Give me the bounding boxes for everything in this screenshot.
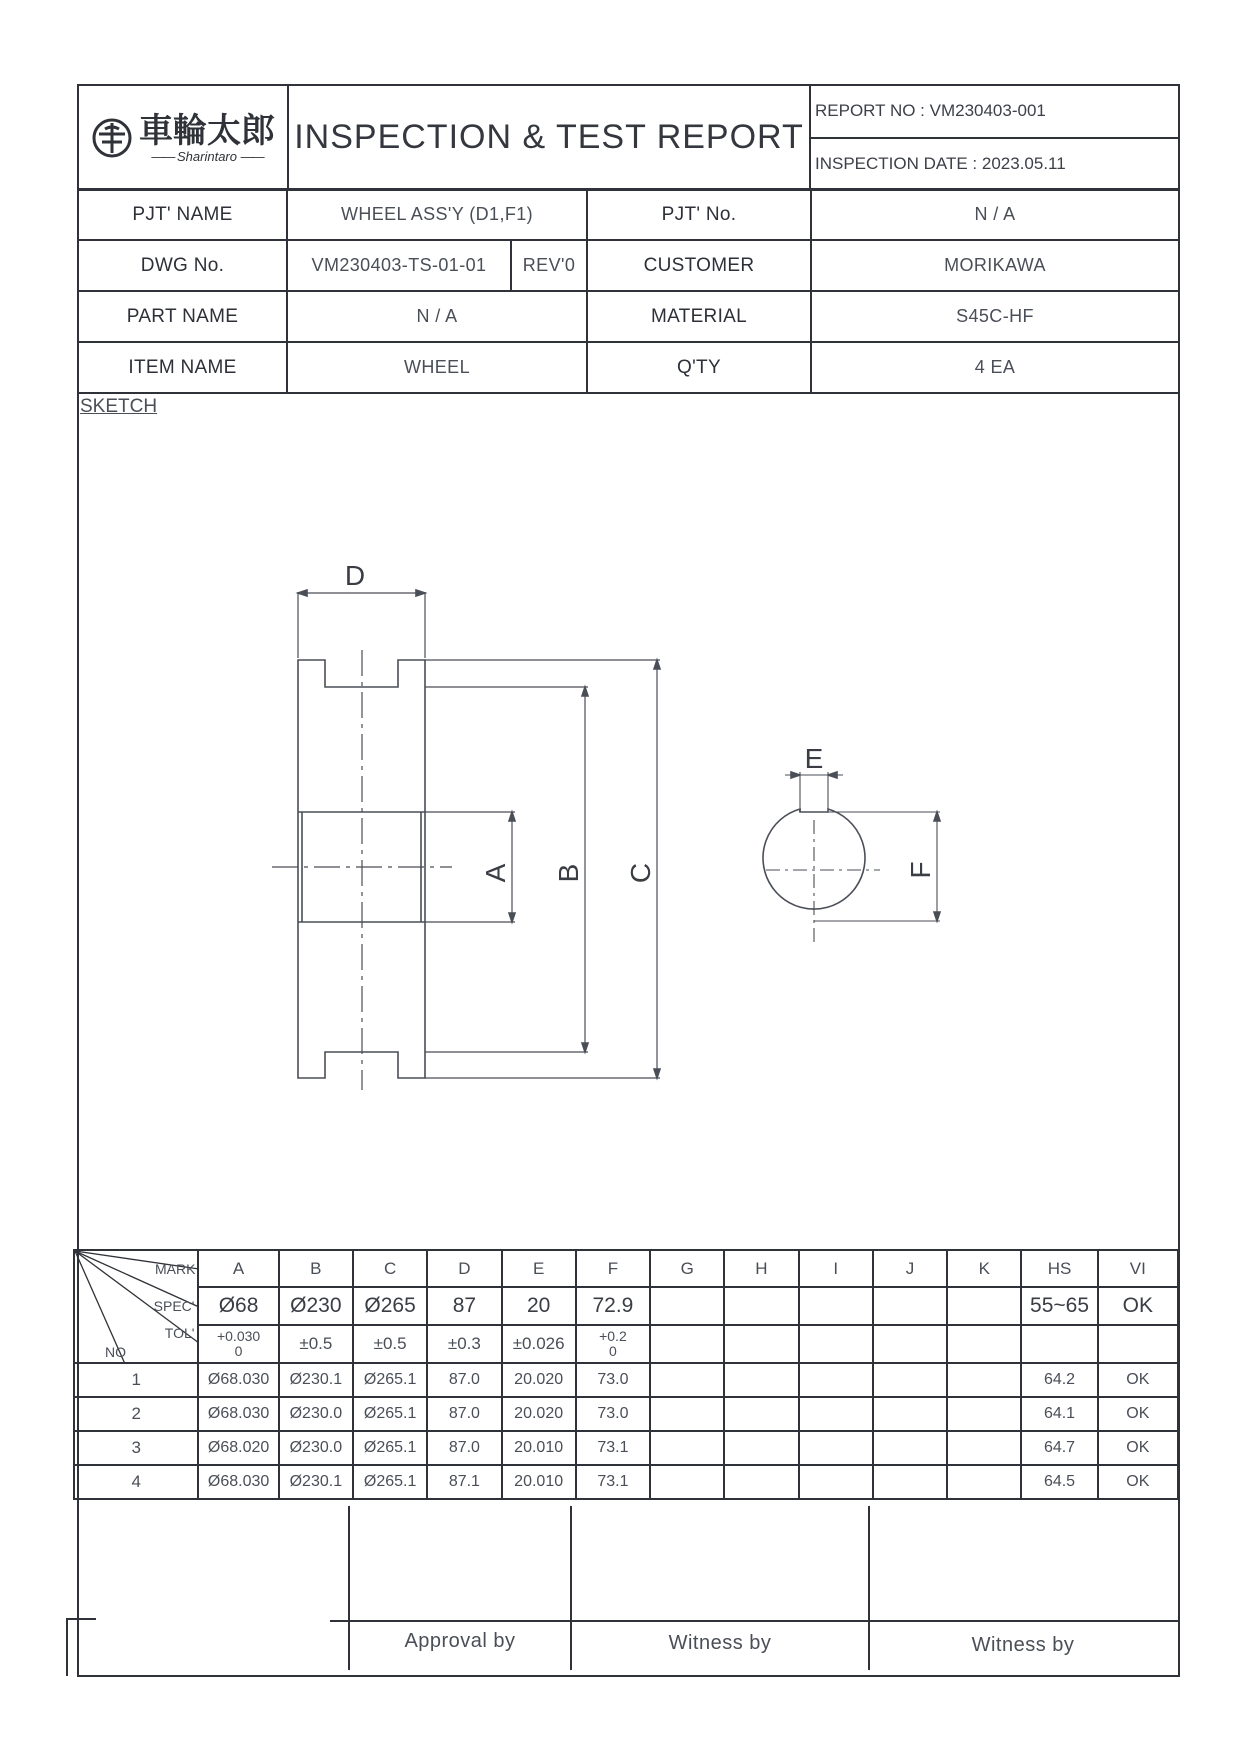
mark-12: VI [1098, 1250, 1178, 1287]
mark-1: B [279, 1250, 353, 1287]
dim-label-d: D [344, 560, 366, 591]
spec-7 [724, 1287, 798, 1325]
spec-12: OK [1098, 1287, 1178, 1325]
cell-7 [724, 1363, 798, 1397]
mark-3: D [427, 1250, 501, 1287]
cell-0: Ø68.020 [198, 1431, 278, 1465]
cell-9 [873, 1465, 947, 1499]
cell-3: 87.1 [427, 1465, 501, 1499]
material-label: MATERIAL [587, 291, 811, 342]
cell-12: OK [1098, 1431, 1178, 1465]
cell-3: 87.0 [427, 1397, 501, 1431]
pjt-no-value: N / A [811, 189, 1179, 240]
sketch-label: SKETCH [80, 396, 158, 417]
cell-9 [873, 1363, 947, 1397]
spec-1: Ø230 [279, 1287, 353, 1325]
cell-1: Ø230.1 [279, 1465, 353, 1499]
cell-1: Ø230.0 [279, 1397, 353, 1431]
row-no: 4 [74, 1465, 198, 1499]
cell-5: 73.0 [576, 1363, 650, 1397]
cell-9 [873, 1397, 947, 1431]
logo-text: 車輪太郎 [139, 110, 275, 151]
tol-9 [873, 1325, 947, 1363]
mark-5: F [576, 1250, 650, 1287]
tol-6 [650, 1325, 724, 1363]
tol-0: +0.030 0 [198, 1325, 278, 1363]
cell-6 [650, 1465, 724, 1499]
cell-4: 20.020 [502, 1397, 576, 1431]
item-name-value: WHEEL [287, 342, 587, 393]
dim-label-c: C [625, 862, 656, 884]
cell-2: Ø265.1 [353, 1363, 427, 1397]
cell-7 [724, 1465, 798, 1499]
mark-4: E [502, 1250, 576, 1287]
corner-mark-v [66, 1618, 68, 1676]
item-name-label: ITEM NAME [78, 342, 287, 393]
spec-2: Ø265 [353, 1287, 427, 1325]
dim-label-b: B [553, 863, 584, 883]
cell-1: Ø230.1 [279, 1363, 353, 1397]
tol-10 [947, 1325, 1021, 1363]
header-diagonal-cell [74, 1250, 198, 1363]
pjt-no-label: PJT' No. [587, 189, 811, 240]
qty-label: Q'TY [587, 342, 811, 393]
tol-11 [1021, 1325, 1097, 1363]
cell-7 [724, 1397, 798, 1431]
dim-label-e: E [804, 743, 824, 774]
approval-by: Approval by [404, 1630, 516, 1652]
cell-3: 87.0 [427, 1363, 501, 1397]
cell-6 [650, 1363, 724, 1397]
pjt-name-value: WHEEL ASS'Y (D1,F1) [287, 189, 587, 240]
cell-2: Ø265.1 [353, 1397, 427, 1431]
cell-9 [873, 1431, 947, 1465]
cell-8 [799, 1397, 873, 1431]
witness-by-1: Witness by [668, 1632, 772, 1654]
spec-9 [873, 1287, 947, 1325]
cell-5: 73.1 [576, 1465, 650, 1499]
report-title: INSPECTION & TEST REPORT [288, 85, 810, 190]
spec-6 [650, 1287, 724, 1325]
mark-11: HS [1021, 1250, 1097, 1287]
cell-6 [650, 1431, 724, 1465]
material-value: S45C-HF [811, 291, 1179, 342]
cell-11: 64.7 [1021, 1431, 1097, 1465]
mark-8: I [799, 1250, 873, 1287]
spec-label: SPEC' [153, 1298, 195, 1314]
tol-12 [1098, 1325, 1178, 1363]
cell-12: OK [1098, 1363, 1178, 1397]
cell-10 [947, 1397, 1021, 1431]
spec-8 [799, 1287, 873, 1325]
dim-label-a: A [480, 863, 511, 883]
spec-11: 55~65 [1021, 1287, 1097, 1325]
cell-10 [947, 1431, 1021, 1465]
mark-label: MARK [154, 1261, 196, 1277]
cell-6 [650, 1397, 724, 1431]
cell-8 [799, 1465, 873, 1499]
table-row [74, 1431, 1178, 1465]
cell-10 [947, 1363, 1021, 1397]
cell-0: Ø68.030 [198, 1465, 278, 1499]
customer-value: MORIKAWA [811, 240, 1179, 291]
cell-4: 20.010 [502, 1431, 576, 1465]
logo: 車輪太郎 —— Sharintaro —— [78, 85, 288, 190]
tol-1: ±0.5 [279, 1325, 353, 1363]
dim-label-f: F [905, 861, 936, 879]
tol-4: ±0.026 [502, 1325, 576, 1363]
tol-8 [799, 1325, 873, 1363]
rev-value: REV'0 [511, 240, 587, 291]
dwg-no-label: DWG No. [78, 240, 287, 291]
spec-row [74, 1287, 1178, 1325]
inspection-date: INSPECTION DATE : 2023.05.11 [810, 138, 1179, 191]
no-label: NO [105, 1344, 126, 1360]
customer-label: CUSTOMER [587, 240, 811, 291]
spec-3: 87 [427, 1287, 501, 1325]
cell-12: OK [1098, 1397, 1178, 1431]
cell-4: 20.020 [502, 1363, 576, 1397]
cell-3: 87.0 [427, 1431, 501, 1465]
cell-11: 64.5 [1021, 1465, 1097, 1499]
spec-0: Ø68 [198, 1287, 278, 1325]
cell-5: 73.0 [576, 1397, 650, 1431]
mark-10: K [947, 1250, 1021, 1287]
cell-4: 20.010 [502, 1465, 576, 1499]
tol-5: +0.2 0 [576, 1325, 650, 1363]
dwg-no-value: VM230403-TS-01-01 [287, 240, 511, 291]
cell-12: OK [1098, 1465, 1178, 1499]
table-row [74, 1465, 1178, 1499]
cell-10 [947, 1465, 1021, 1499]
spec-4: 20 [502, 1287, 576, 1325]
cell-2: Ø265.1 [353, 1465, 427, 1499]
cell-0: Ø68.030 [198, 1397, 278, 1431]
witness-by-2: Witness by [971, 1634, 1075, 1656]
part-name-value: N / A [287, 291, 587, 342]
cell-2: Ø265.1 [353, 1431, 427, 1465]
row-no: 2 [74, 1397, 198, 1431]
logo-subtext: Sharintaro [177, 148, 237, 164]
row-no: 3 [74, 1431, 198, 1465]
cell-11: 64.2 [1021, 1363, 1097, 1397]
corner-mark [66, 1618, 96, 1620]
spec-10 [947, 1287, 1021, 1325]
mark-9: J [873, 1250, 947, 1287]
cell-11: 64.1 [1021, 1397, 1097, 1431]
cell-8 [799, 1363, 873, 1397]
part-name-label: PART NAME [78, 291, 287, 342]
qty-value: 4 EA [811, 342, 1179, 393]
tol-label: TOL' [164, 1325, 195, 1341]
table-row [74, 1363, 1178, 1397]
tol-3: ±0.3 [427, 1325, 501, 1363]
spec-5: 72.9 [576, 1287, 650, 1325]
row-no: 1 [74, 1363, 198, 1397]
mark-7: H [724, 1250, 798, 1287]
tol-2: ±0.5 [353, 1325, 427, 1363]
cell-1: Ø230.0 [279, 1431, 353, 1465]
mark-0: A [198, 1250, 278, 1287]
table-row [74, 1397, 1178, 1431]
cell-0: Ø68.030 [198, 1363, 278, 1397]
sig-baseline [330, 1620, 1178, 1622]
mark-row [74, 1250, 1178, 1287]
cell-7 [724, 1431, 798, 1465]
report-no: REPORT NO : VM230403-001 [810, 85, 1179, 138]
mark-2: C [353, 1250, 427, 1287]
tol-row [74, 1325, 1178, 1363]
cell-8 [799, 1431, 873, 1465]
pjt-name-label: PJT' NAME [78, 189, 287, 240]
mark-6: G [650, 1250, 724, 1287]
measurement-table [73, 1249, 1179, 1499]
tol-7 [724, 1325, 798, 1363]
cell-5: 73.1 [576, 1431, 650, 1465]
